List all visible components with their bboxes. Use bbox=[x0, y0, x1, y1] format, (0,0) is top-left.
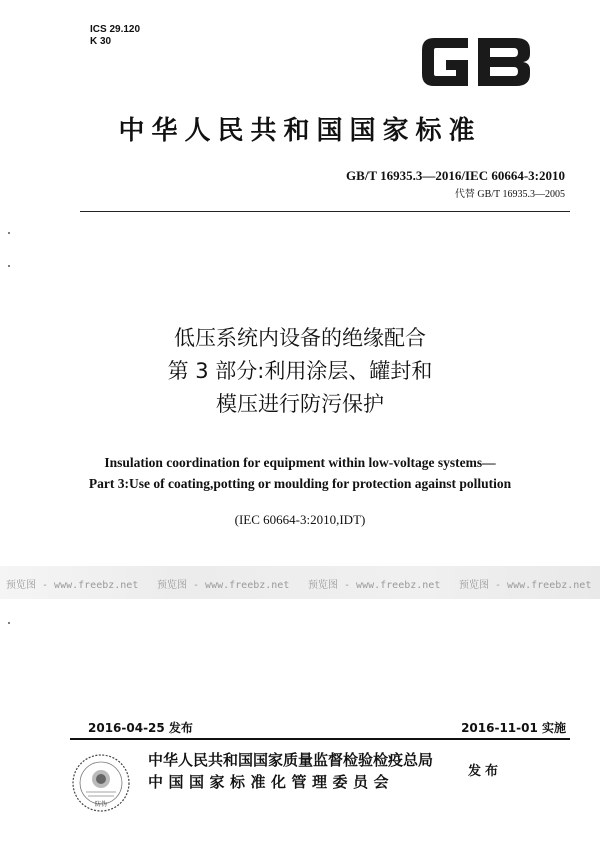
issuer-aqsiq: 中华人民共和国国家质量监督检验检疫总局 bbox=[148, 751, 434, 769]
standard-number: GB/T 16935.3—2016/IEC 60664-3:2010 bbox=[346, 168, 565, 183]
implementation-date: 2016-11-01 实施 bbox=[461, 721, 566, 735]
english-title-line-1: Insulation coordination for equipment within low-voltage systems— bbox=[104, 455, 496, 470]
replaces-standard: 代替 GB/T 16935.3—2005 bbox=[454, 189, 565, 200]
issuer-sac: 中国国家标准化管理委员会 bbox=[148, 773, 395, 791]
footer-divider bbox=[70, 738, 570, 740]
watermark-band bbox=[0, 566, 600, 599]
issue-label: 发布 bbox=[468, 764, 503, 779]
chinese-title-line-2: 第 3 部分:利用涂层、罐封和 bbox=[167, 359, 433, 383]
chinese-title-line-1: 低压系统内设备的绝缘配合 bbox=[174, 326, 426, 350]
chinese-title bbox=[0, 322, 600, 421]
watermark-text: 预览图 - www.freebz.net bbox=[157, 580, 290, 591]
anti-counterfeit-seal bbox=[70, 752, 132, 814]
header-divider bbox=[80, 211, 570, 212]
scan-speck bbox=[8, 622, 10, 624]
watermark-text: 预览图 - www.freebz.net bbox=[6, 580, 139, 591]
ics-code: ICS 29.120 bbox=[90, 24, 141, 35]
ccs-code: K 30 bbox=[90, 36, 112, 47]
publication-date: 2016-04-25 发布 bbox=[88, 721, 193, 735]
seal-text: 防伪 bbox=[94, 801, 108, 808]
equivalence-note: (IEC 60664-3:2010,IDT) bbox=[234, 512, 366, 527]
english-title bbox=[0, 452, 600, 494]
classification-codes bbox=[90, 24, 140, 48]
english-title-line-2: Part 3:Use of coating,potting or moulding for protection against pollution bbox=[88, 476, 512, 491]
scan-speck bbox=[8, 265, 10, 267]
watermark-text: 预览图 - www.freebz.net bbox=[459, 580, 592, 591]
gb-logo bbox=[416, 30, 536, 94]
issuing-authorities bbox=[148, 749, 433, 793]
scan-speck bbox=[8, 232, 10, 234]
standard-type-heading: 中华人民共和国国家标准 bbox=[118, 116, 482, 146]
watermark-text: 预览图 - www.freebz.net bbox=[308, 580, 441, 591]
chinese-title-line-3: 模压进行防污保护 bbox=[216, 392, 384, 416]
